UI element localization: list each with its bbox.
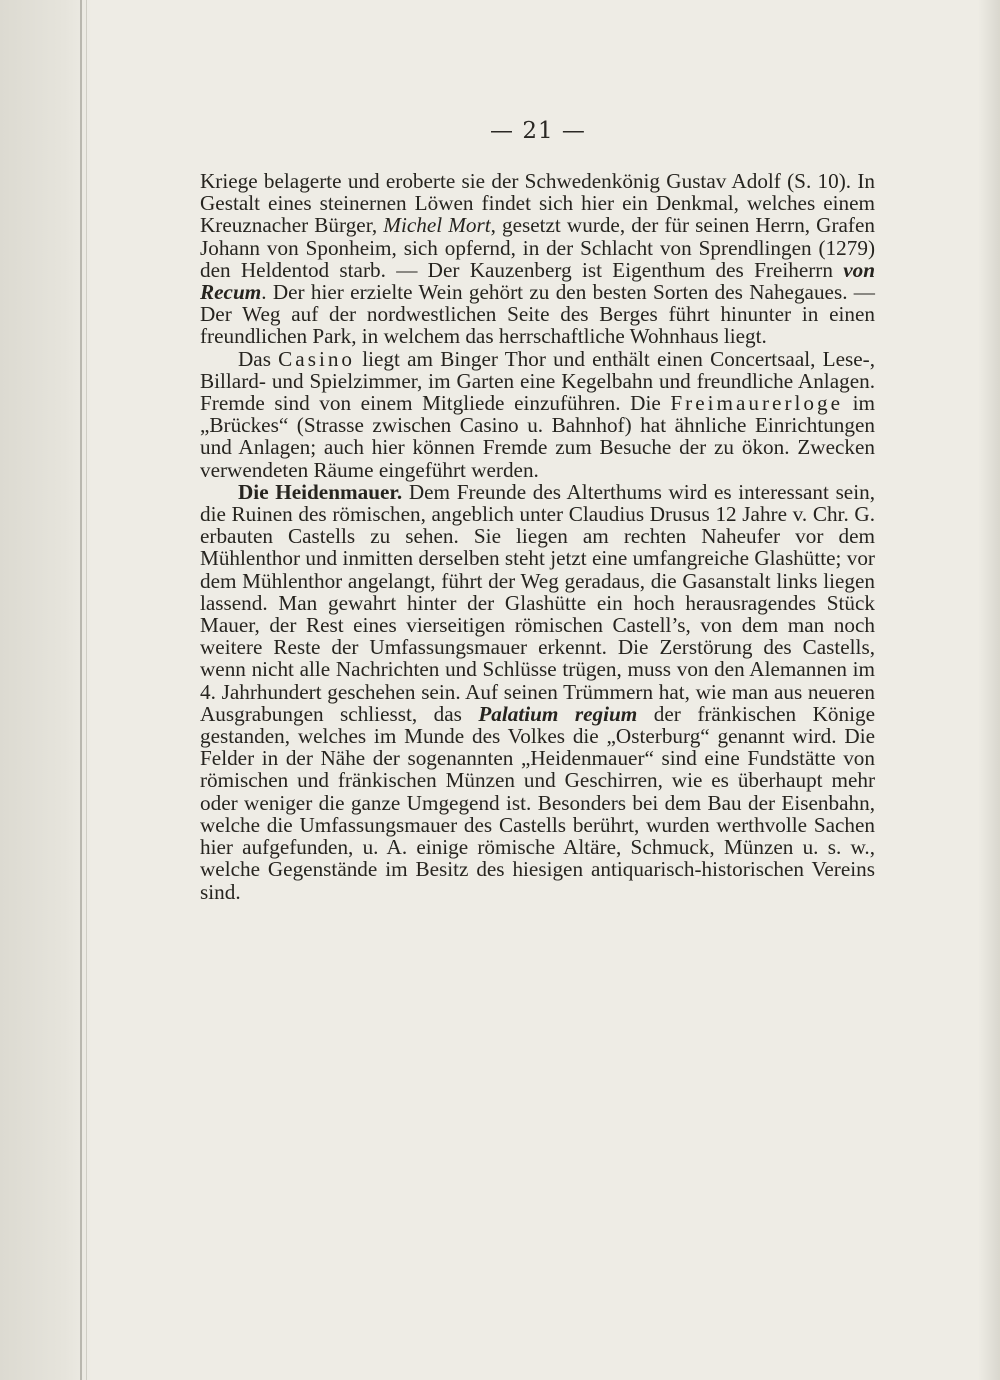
paragraph-casino [200, 348, 875, 481]
text-run: , gesetzt wurde, der für seinen Herrn, Grafen Johann von Sponheim, sich opfernd, in der Schlacht von Sprendlingen (1279) den Heldentod starb. — Der Kauzenberg ist Eigenthum des Freiherrn [200, 213, 875, 282]
spaced-term-freimaurerloge: Freimaurerloge [670, 391, 843, 416]
book-gutter [0, 0, 92, 1380]
body-text [200, 170, 875, 903]
spaced-term-casino: Casino [278, 346, 356, 371]
text-run: liegt am Binger Thor und enthält einen Concertsaal, Lese-, Billard- und Spielzimmer, im Garten eine Kegelbahn und freundliche Anlagen. Fremde sind von einem Mitgliede einzuführen. Die [200, 346, 875, 416]
text-run: Das [238, 346, 279, 371]
text-run: der fränkischen Könige gestanden, welches im Munde des Volkes die „Osterburg“ genannt wird. Die Felder in der Nähe der sogenannten „Heidenmauer“ sind eine Fundstätte von römischen und fränkischen Münzen und Geschirren, wie es überhaupt mehr oder weniger die ganze Umgegend ist. Besonders bei dem Bau der Eisenbahn, welche die Umfassungsmauer des Castells berührt, wurden werthvolle Sachen hier aufgefunden, u. A. einige römische Altäre, Schmuck, Münzen u. s. w., welche Gegenstände im Besitz des hiesigen antiquarisch-historischen Vereins sind. [200, 701, 875, 904]
gutter-fold-line [80, 0, 82, 1380]
paragraph-heidenmauer [200, 481, 875, 903]
text-run: Dem Freunde des Alterthums wird es interessant sein, die Ruinen des römischen, angeblich unter Claudius Drusus 12 Jahre v. Chr. G. erbauten Castells zu sehen. Sie liegen am rechten Naheufer vor dem Mühlenthor und inmitten derselben steht jetzt eine umfangreiche Glashütte; vor dem Mühlenthor angelangt, führt der Weg geradaus, die Gasanstalt links liegen lassend. Man gewahrt hinter der Glashütte ein hoch herausragendes Stück Mauer, der Rest eines vierseitigen römischen Castell’s, von dem man noch weitere Reste der Umfassungsmauer erkennt. Die Zerstörung des Castells, wenn nicht alle Nachrichten und Schlüsse trügen, muss von den Alemannen im 4. Jahrhundert geschehen sein. Auf seinen Trümmern hat, wie man aus neueren Ausgrabungen schliesst, das [200, 479, 875, 726]
page-number: — 21 — [490, 118, 586, 144]
text-run: Kriege belagerte und eroberte sie der Schwedenkönig Gustav Adolf (S. 10). In Gestalt eines steinernen Löwen findet sich hier ein Denkmal, welches einem Kreuznacher Bürger, [200, 169, 875, 238]
section-heading: Die Heidenmauer. [238, 479, 403, 504]
family-name: von Recum [200, 257, 875, 305]
page-edge-shadow [978, 0, 1000, 1380]
latin-term: Palatium regium [478, 701, 638, 726]
paragraph-kauzenberg [200, 170, 875, 348]
gutter-shadow-line [86, 0, 87, 1380]
text-run: im „Brückes“ (Strasse zwischen Casino u. Bahnhof) hat ähnliche Einrichtungen und Anlagen; auch hier können Fremde zum Besuche der zu ökon. Zwecken verwendeten Räume eingeführt werden. [200, 391, 875, 482]
text-run: . Der hier erzielte Wein gehört zu den besten Sorten des Nahegaues. — Der Weg auf der nordwestlichen Seite des Berges führt hinunter in einen freundlichen Park, in welchem das herrschaftliche Wohnhaus liegt. [200, 280, 875, 349]
person-name: Michel Mort [383, 213, 491, 238]
